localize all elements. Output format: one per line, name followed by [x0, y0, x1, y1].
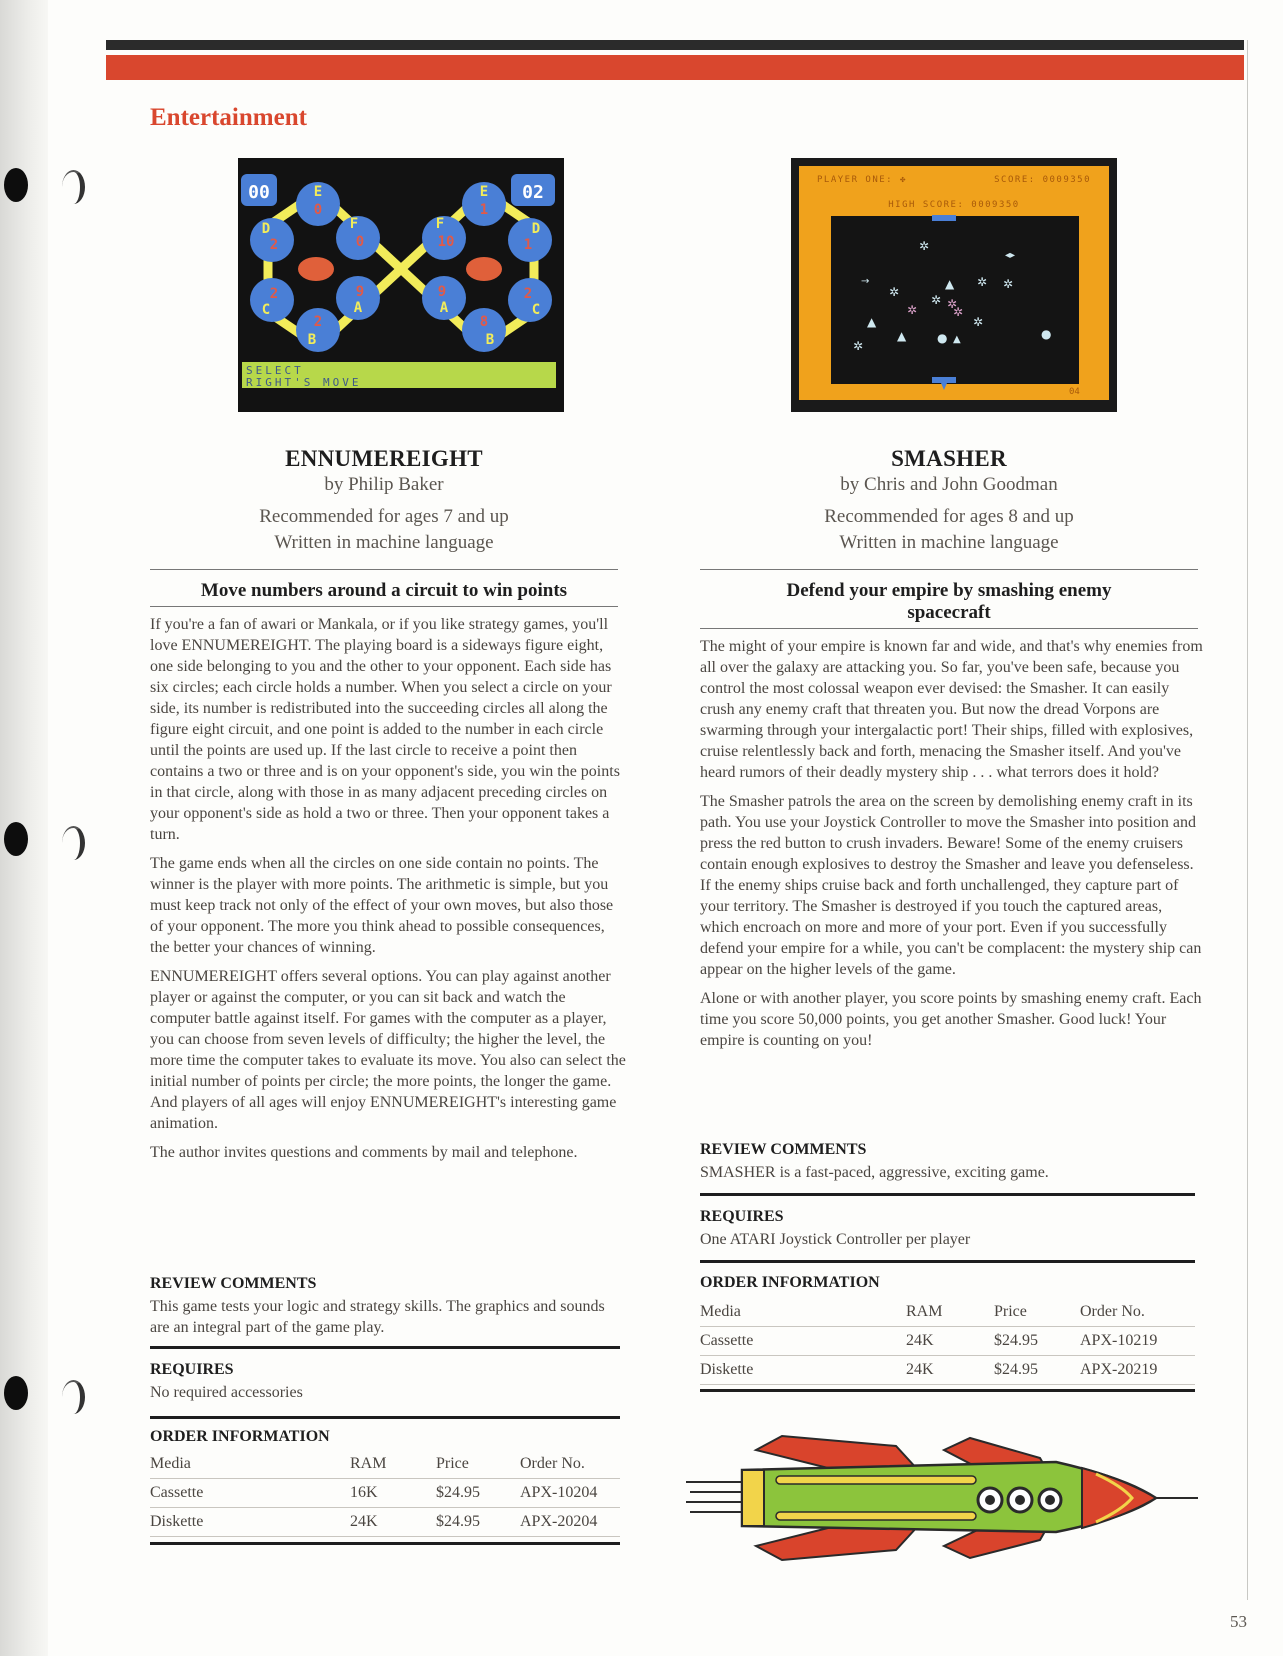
circle-letter: C: [531, 302, 541, 318]
table-row: [700, 1356, 1195, 1385]
paragraph: The might of your empire is known far and wide, and that's why enemies from all over the galaxy are attacking you. So far, you've been safe, because you control the most colossal weapon ever devised: the Smasher. It can easily crush any enemy craft that threaten you. But now the dread Vorpons are swarming through your intergalactic port! Their ships, filled with explosives, cruise relentlessly back and forth, menacing the Smasher itself. And you've heard rumors of their deadly mystery ship . . . what terrors does it hold?: [700, 638, 1203, 781]
circle-value: 0: [313, 202, 323, 218]
requires-label: REQUIRES: [700, 1208, 784, 1225]
age-recommendation: Recommended for ages 8 and up: [824, 506, 1074, 527]
mystery-ship: [932, 215, 956, 221]
enemy-craft: ✲: [907, 303, 918, 317]
enemy-craft: →: [861, 276, 870, 287]
requires-text: No required accessories: [150, 1384, 303, 1401]
enemy-craft: ✲: [919, 239, 930, 253]
paragraph: The author invites questions and comments by mail and telephone.: [150, 1144, 578, 1161]
divider: [150, 1346, 620, 1349]
status-line1: SELECT: [246, 364, 304, 377]
circle-letter: E: [479, 184, 489, 200]
circle-letter: F: [435, 216, 445, 232]
enemy-craft: ✲: [931, 293, 942, 307]
table-cell: $24.95: [994, 1327, 1080, 1356]
header-red-bar: [106, 55, 1244, 80]
circle-letter: D: [531, 221, 541, 237]
divider: [150, 606, 618, 607]
enemy-craft: ●: [1041, 327, 1052, 341]
score-left: 00: [248, 182, 270, 203]
column-header: RAM: [906, 1298, 994, 1327]
rocket-stripe: [776, 1476, 976, 1484]
circle-letter: A: [353, 300, 363, 316]
binder-hole-shadow: [62, 1380, 85, 1414]
table-cell: Diskette: [700, 1356, 906, 1385]
rocket-fin-bottom-left: [756, 1526, 918, 1560]
circle-value: 2: [523, 286, 533, 302]
smasher-ship: [932, 377, 956, 383]
column-header: Media: [700, 1298, 906, 1327]
column-header: Media: [150, 1450, 350, 1479]
ennumereight-description: [150, 614, 626, 1171]
game-meta: [700, 504, 1198, 556]
table-cell: 24K: [350, 1508, 436, 1537]
circle-value: 10: [437, 234, 455, 250]
table-header-row: [150, 1450, 620, 1479]
circle-value: 9: [437, 284, 447, 300]
table-row: [700, 1327, 1195, 1356]
table-cell: $24.95: [994, 1356, 1080, 1385]
table-cell: APX-20204: [520, 1508, 620, 1537]
circle-value: 8: [479, 314, 489, 330]
circle-value: 1: [523, 237, 533, 253]
paragraph: ENNUMEREIGHT offers several options. You can play against another player or against the computer, or you can sit back and watch the computer battle against itself. For games with the computer as a player, you can choose from seven levels of difficulty; the higher the level, the more time the computer takes to evaluate its move. You also can select the initial number of points per circle; the more points, the longer the game. And players of all ages will enjoy ENNUMEREIGHT's interesting game animation.: [150, 968, 626, 1132]
subhead-line: Defend your empire by smashing enemy: [786, 580, 1112, 601]
column-header: Price: [994, 1298, 1080, 1327]
enemy-craft: ✲: [973, 315, 984, 329]
enemy-craft: ✲: [977, 275, 988, 289]
rocket-nose: [1082, 1468, 1156, 1528]
divider: [150, 569, 618, 570]
paragraph: If you're a fan of awari or Mankala, or if you like strategy games, you'll love ENNUMEREIGHT. The playing board is a sideways figure eight, one side belonging to you and the other to your opponent. Each side has six circles; each circle holds a number. When you select a circle on your side, its number is redistributed into the succeeding circles all along the figure eight circuit, and one point is added to the number in each circle until the points are used up. If the last circle to receive a point then contains a two or three and is on your opponent's side, you win the points in that circle, along with those in as many adjacent preceding circles on your opponent's side as hold a two or three. Then your opponent takes a turn.: [150, 616, 620, 843]
order-table: [700, 1298, 1195, 1385]
ennumereight-board: [238, 158, 564, 412]
table-row: [150, 1508, 620, 1537]
binder-hole: [4, 1376, 28, 1410]
store-right: [466, 257, 502, 281]
table-cell: Cassette: [700, 1327, 906, 1356]
language-note: Written in machine language: [274, 532, 494, 553]
divider: [700, 628, 1198, 629]
score-right: 02: [522, 182, 544, 203]
table-cell: $24.95: [436, 1508, 520, 1537]
table-cell: 16K: [350, 1479, 436, 1508]
table-cell: APX-10219: [1080, 1327, 1195, 1356]
circle-value: 0: [355, 234, 365, 250]
binder-hole: [4, 168, 28, 202]
divider: [700, 569, 1198, 570]
level-indicator: 04: [1069, 387, 1080, 397]
circle-value: 2: [269, 286, 279, 302]
requires-label: REQUIRES: [150, 1361, 234, 1378]
player-line: PLAYER ONE: ✤: [817, 175, 907, 185]
table-row: [150, 1479, 620, 1508]
enemy-craft: ✲: [889, 285, 900, 299]
divider: [700, 1260, 1195, 1263]
table-cell: 24K: [906, 1356, 994, 1385]
circle-letter: C: [261, 302, 271, 318]
order-table: [150, 1450, 620, 1537]
binder-hole-shadow: [62, 170, 85, 204]
table-cell: APX-10204: [520, 1479, 620, 1508]
order-information-label: ORDER INFORMATION: [150, 1428, 330, 1445]
subhead: Move numbers around a circuit to win points: [200, 580, 568, 601]
subhead-line: spacecraft: [907, 602, 991, 623]
circle-value: 2: [313, 314, 323, 330]
enemy-craft: ◂▸: [1005, 250, 1016, 261]
rocket-illustration: [686, 1428, 1206, 1568]
circle-value: 2: [269, 237, 279, 253]
enemy-craft: ▲: [945, 277, 955, 291]
enemy-craft: ▲: [897, 329, 907, 343]
smasher-header: [700, 446, 1198, 556]
review-comments-label: REVIEW COMMENTS: [700, 1141, 867, 1158]
high-score-line: HIGH SCORE: 0009350: [888, 200, 1020, 210]
requires-text: One ATARI Joystick Controller per player: [700, 1231, 971, 1248]
review-comments-text: This game tests your logic and strategy skills. The graphics and sounds are an integral part of the game play.: [150, 1298, 605, 1336]
circle-letter: B: [307, 332, 317, 348]
review-comments-label: REVIEW COMMENTS: [150, 1275, 317, 1292]
subhead: [700, 580, 1198, 624]
status-line2: RIGHT'S MOVE: [246, 376, 362, 389]
exhaust-lines: [686, 1482, 746, 1512]
author-byline: by Philip Baker: [324, 474, 444, 495]
smasher-screenshot: [791, 158, 1117, 412]
circle-value: 9: [355, 284, 365, 300]
store-left: [298, 257, 334, 281]
binder-hole: [4, 822, 28, 856]
game-title: ENNUMEREIGHT: [285, 446, 483, 471]
circle-letter: F: [349, 216, 359, 232]
author-byline: by Chris and John Goodman: [840, 474, 1058, 495]
circle-letter: D: [261, 221, 271, 237]
circle-value: 1: [479, 202, 489, 218]
rocket-stripe: [776, 1512, 976, 1520]
rocket-portholes: [978, 1488, 1061, 1512]
section-title: Entertainment: [150, 104, 307, 131]
column-header: Order No.: [520, 1450, 620, 1479]
column-header: Price: [436, 1450, 520, 1479]
ennumereight-screenshot: [238, 158, 564, 412]
table-cell: $24.95: [436, 1479, 520, 1508]
game-meta: [150, 504, 618, 556]
enemy-craft: ✲: [853, 339, 864, 353]
table-cell: Cassette: [150, 1479, 350, 1508]
table-cell: Diskette: [150, 1508, 350, 1537]
smasher-playfield: [791, 158, 1117, 412]
smasher-description: [700, 636, 1203, 1059]
enemy-craft: ▲: [867, 315, 877, 329]
paragraph: Alone or with another player, you score points by smashing enemy craft. Each time you score 50,000 points, you get another Smasher. Good luck! Your empire is counting on you!: [700, 990, 1202, 1049]
column-header: RAM: [350, 1450, 436, 1479]
page-number: 53: [1230, 1612, 1247, 1631]
divider: [700, 1389, 1195, 1392]
column-header: Order No.: [1080, 1298, 1195, 1327]
page-edge-rule: [1247, 40, 1248, 1600]
enemy-craft: ●: [937, 331, 948, 345]
divider: [150, 1416, 620, 1419]
circle-letter: E: [313, 184, 323, 200]
paragraph: The Smasher patrols the area on the screen by demolishing enemy craft in its path. You use your Joystick Controller to move the Smasher into position and press the red button to crush invaders. Beware! Some of the enemy cruisers contain enough explosives to destroy the Smasher and leave you defenseless. If the enemy ships cruise back and forth unchallenged, they capture part of your territory. The Smasher is destroyed if you touch the captured areas, which encroach on more and more of your port. Even if you successfully defend your empire for a while, you can't be complacent: the mystery ship can appear on the higher levels of the game.: [700, 793, 1202, 978]
age-recommendation: Recommended for ages 7 and up: [259, 506, 509, 527]
table-header-row: [700, 1298, 1195, 1327]
binder-hole-shadow: [62, 826, 85, 860]
order-information-label: ORDER INFORMATION: [700, 1274, 880, 1291]
enemy-craft: ▲: [953, 334, 961, 345]
header-dark-bar: [106, 40, 1244, 50]
table-cell: 24K: [906, 1327, 994, 1356]
review-comments-text: SMASHER is a fast-paced, aggressive, exciting game.: [700, 1164, 1049, 1181]
enemy-craft: ✲: [947, 297, 958, 311]
enemy-craft: ✲: [1003, 277, 1014, 291]
game-title: SMASHER: [891, 446, 1007, 471]
score-line: SCORE: 0009350: [994, 175, 1091, 185]
rocket-tail-band: [742, 1470, 764, 1526]
circle-letter: A: [439, 300, 449, 316]
language-note: Written in machine language: [839, 532, 1059, 553]
enemy-craft: ✲: [953, 305, 964, 319]
table-cell: APX-20219: [1080, 1356, 1195, 1385]
divider: [700, 1193, 1195, 1196]
paragraph: The game ends when all the circles on one side contain no points. The winner is the player with more points. The arithmetic is simple, but you must keep track not only of the effect of your own moves, but also those of your opponent. The more you think ahead to possible consequences, the better your chances of winning.: [150, 855, 614, 956]
ennumereight-header: [150, 446, 618, 556]
circle-letter: B: [485, 332, 495, 348]
divider: [150, 1542, 620, 1545]
